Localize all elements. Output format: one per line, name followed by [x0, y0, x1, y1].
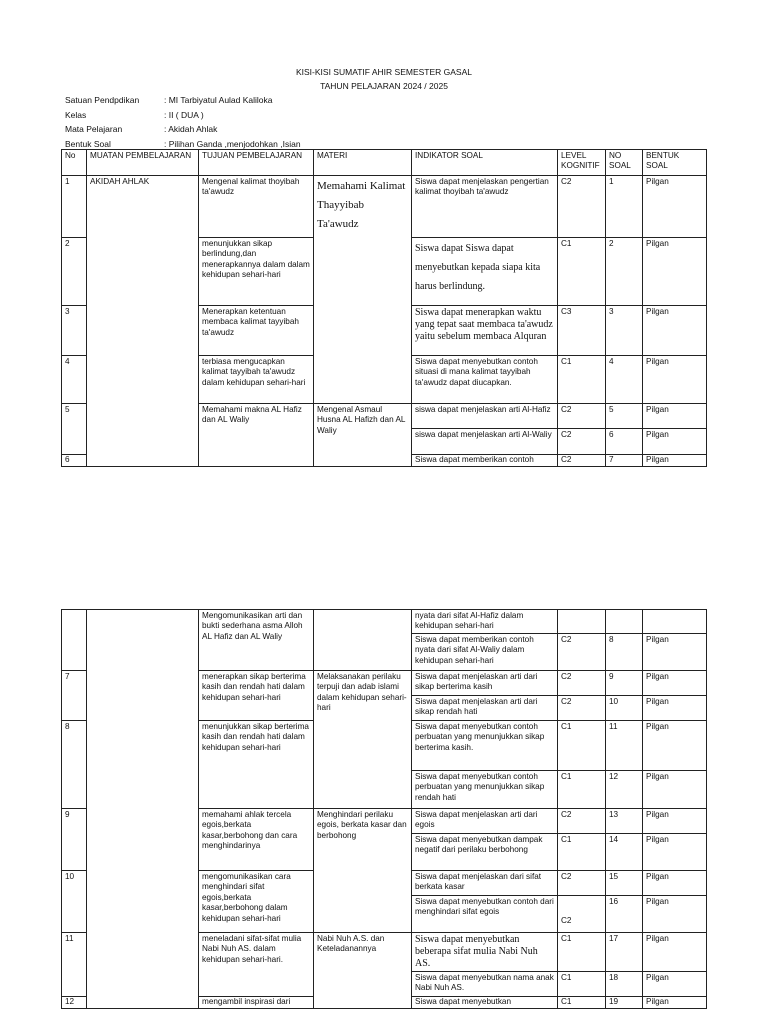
cell-tujuan: mengambil inspirasi dari [199, 997, 314, 1009]
header-tujuan: TUJUAN PEMBELAJARAN [199, 150, 314, 176]
cell-materi: Memahami Kalimat Thayyibab Ta'awudz [314, 176, 412, 404]
cell-nosoal: 3 [606, 306, 643, 356]
cell-nosoal: 16 [606, 896, 643, 933]
cell-bentuk: Pilgan [643, 671, 707, 696]
cell-bentuk: Pilgan [643, 455, 707, 467]
cell-no: 5 [62, 404, 87, 455]
cell-tujuan: memahami ahlak tercela egois,berkata kasar,berbohong dan cara menghindarinya [199, 809, 314, 871]
cell-no: 11 [62, 933, 87, 997]
cell-nosoal: 14 [606, 834, 643, 871]
cell-bentuk: Pilgan [643, 721, 707, 771]
cell-bentuk [643, 610, 707, 634]
cell-bentuk: Pilgan [643, 972, 707, 997]
header-materi: MATERI [314, 150, 412, 176]
cell-indikator: Siswa dapat menjelaskan arti dari sikap berterima kasih [412, 671, 558, 696]
cell-indikator: siswa dapat menjelaskan arti Al-Waliy [412, 429, 558, 455]
cell-nosoal: 6 [606, 429, 643, 455]
cell-level: C2 [558, 671, 606, 696]
cell-level: C2 [558, 896, 606, 933]
cell-indikator: Siswa dapat menjelaskan dari sifat berkata kasar [412, 871, 558, 896]
table-row [62, 176, 707, 238]
cell-indikator: nyata dari sifat Al-Hafiz dalam kehidupan sehari-hari [412, 610, 558, 634]
cell-bentuk: Pilgan [643, 429, 707, 455]
cell-level: C1 [558, 238, 606, 306]
cell-indikator: Siswa dapat menyebutkan nama anak Nabi Nuh AS. [412, 972, 558, 997]
cell-indikator: Siswa dapat memberikan contoh nyata dari sifat Al-Waliy dalam kehidupan sehari-hari [412, 634, 558, 671]
cell-no: 1 [62, 176, 87, 238]
cell-level: C2 [558, 404, 606, 429]
cell-level: C2 [558, 176, 606, 238]
cell-tujuan: menunjukkan sikap berterima kasih dan rendah hati dalam kehidupan sehari-hari [199, 721, 314, 809]
meta-row [65, 108, 301, 123]
cell-indikator: Siswa dapat menyebutkan beberapa sifat mulia Nabi Nuh AS. [412, 933, 558, 972]
cell-level: C1 [558, 933, 606, 972]
cell-indikator: Siswa dapat Siswa dapat menyebutkan kepada siapa kita harus berlindung. [412, 238, 558, 306]
cell-no: 4 [62, 356, 87, 404]
cell-indikator: siswa dapat menjelaskan arti Al-Hafiz [412, 404, 558, 429]
cell-tujuan: meneladani sifat-sifat mulia Nabi Nuh AS. dalam kehidupan sehari-hari. [199, 933, 314, 997]
cell-level: C1 [558, 997, 606, 1009]
header-no: No [62, 150, 87, 176]
cell-bentuk: Pilgan [643, 871, 707, 896]
table-row [62, 610, 707, 634]
cell-bentuk: Pilgan [643, 771, 707, 809]
cell-level: C1 [558, 771, 606, 809]
cell-nosoal: 7 [606, 455, 643, 467]
cell-indikator: Siswa dapat menjelaskan arti dari egois [412, 809, 558, 834]
cell-nosoal: 5 [606, 404, 643, 429]
meta-value: : MI Tarbiyatul Aulad Kaliloka [164, 95, 273, 105]
meta-row [65, 122, 301, 137]
cell-tujuan: Mengenal kalimat thoyibah ta'awudz [199, 176, 314, 238]
cell-level: C3 [558, 306, 606, 356]
meta-label: Kelas [65, 109, 87, 120]
cell-indikator: Siswa dapat menyebutkan contoh perbuatan yang menunjukkan sikap berterima kasih. [412, 721, 558, 771]
cell-no: 2 [62, 238, 87, 306]
meta-label: Mata Pelajaran [65, 124, 123, 134]
cell-nosoal: 17 [606, 933, 643, 972]
table-header-row [62, 150, 707, 176]
cell-no [62, 610, 87, 671]
header-bentuk: BENTUK SOAL [643, 150, 707, 176]
cell-bentuk: Pilgan [643, 238, 707, 306]
cell-bentuk: Pilgan [643, 933, 707, 972]
cell-no: 12 [62, 997, 87, 1009]
cell-indikator: Siswa dapat menjelaskan arti dari sikap rendah hati [412, 696, 558, 721]
cell-nosoal: 10 [606, 696, 643, 721]
meta-label: Bentuk Soal [65, 138, 111, 149]
cell-bentuk: Pilgan [643, 634, 707, 671]
cell-no: 8 [62, 721, 87, 809]
cell-nosoal [606, 610, 643, 634]
cell-muatan: AKIDAH AHLAK [87, 176, 199, 467]
cell-tujuan: Mengomunikasikan arti dan bukti sederhana asma Alloh AL Hafiz dan AL Waliy [199, 610, 314, 671]
cell-indikator: Siswa dapat menyebutkan contoh perbuatan yang menunjukkan sikap rendah hati [412, 771, 558, 809]
cell-no: 10 [62, 871, 87, 933]
cell-bentuk: Pilgan [643, 306, 707, 356]
cell-nosoal: 2 [606, 238, 643, 306]
cell-materi: Melaksanakan perilaku terpuji dan adab islami dalam kehidupan sehari-hari [314, 671, 412, 809]
cell-tujuan: Memahami makna AL Hafiz dan AL Waliy [199, 404, 314, 467]
cell-muatan [87, 610, 199, 1009]
cell-tujuan: terbiasa mengucapkan kalimat tayyibah ta'awudz dalam kehidupan sehari-hari [199, 356, 314, 404]
cell-materi [314, 610, 412, 671]
document-title: KISI-KISI SUMATIF AHIR SEMESTER GASAL [295, 67, 473, 77]
cell-level: C2 [558, 809, 606, 834]
meta-row [65, 93, 301, 108]
cell-nosoal: 13 [606, 809, 643, 834]
cell-indikator: Siswa dapat memberikan contoh [412, 455, 558, 467]
cell-nosoal: 18 [606, 972, 643, 997]
cell-level: C1 [558, 834, 606, 871]
cell-tujuan: mengomunikasikan cara menghindari sifat egois,berkata kasar,berbohong dalam kehidupan sehari-hari [199, 871, 314, 933]
cell-level: C1 [558, 356, 606, 404]
cell-bentuk: Pilgan [643, 896, 707, 933]
cell-nosoal: 15 [606, 871, 643, 896]
cell-materi: Nabi Nuh A.S. dan Keteladanannya [314, 933, 412, 1009]
cell-indikator: Siswa dapat menyebutkan dampak negatif dari perilaku berbohong [412, 834, 558, 871]
cell-bentuk: Pilgan [643, 696, 707, 721]
cell-nosoal: 9 [606, 671, 643, 696]
cell-materi: Menghindari perilaku egois, berkata kasar dan berbohong [314, 809, 412, 933]
meta-label: Satuan Pendpdikan [65, 95, 140, 105]
cell-tujuan: Menerapkan ketentuan membaca kalimat tayyibah ta'awudz [199, 306, 314, 356]
cell-tujuan: menerapkan sikap berterima kasih dan rendah hati dalam kehidupan sehari-hari [199, 671, 314, 721]
cell-indikator: Siswa dapat menerapkan waktu yang tepat saat membaca ta'awudz yaitu sebelum membaca Alquran [412, 306, 558, 356]
cell-bentuk: Pilgan [643, 809, 707, 834]
cell-tujuan: menunjukkan sikap berlindung,dan menerapkannya dalam dalam kehidupan sehari-hari [199, 238, 314, 306]
cell-level: C2 [558, 455, 606, 467]
cell-nosoal: 4 [606, 356, 643, 404]
header-indikator: INDIKATOR SOAL [412, 150, 558, 176]
meta-value: : II ( DUA ) [164, 109, 204, 120]
cell-level: C2 [558, 871, 606, 896]
document-subtitle: TAHUN PELAJARAN 2024 / 2025 [320, 81, 448, 91]
cell-level: C1 [558, 721, 606, 771]
cell-indikator: Siswa dapat menyebutkan contoh dari menghindari sifat egois [412, 896, 558, 933]
cell-bentuk: Pilgan [643, 404, 707, 429]
cell-bentuk: Pilgan [643, 176, 707, 238]
cell-nosoal: 11 [606, 721, 643, 771]
cell-level: C2 [558, 429, 606, 455]
cell-bentuk: Pilgan [643, 356, 707, 404]
cell-indikator: Siswa dapat menyebutkan contoh situasi di mana kalimat tayyibah ta'awudz dapat diucapkan. [412, 356, 558, 404]
cell-no: 3 [62, 306, 87, 356]
cell-level: C2 [558, 634, 606, 671]
cell-nosoal: 19 [606, 997, 643, 1009]
cell-no: 6 [62, 455, 87, 467]
cell-indikator: Siswa dapat menjelaskan pengertian kalimat thoyibah ta'awudz [412, 176, 558, 238]
document-meta [65, 93, 301, 151]
cell-nosoal: 12 [606, 771, 643, 809]
cell-nosoal: 1 [606, 176, 643, 238]
cell-level [558, 610, 606, 634]
cell-bentuk: Pilgan [643, 997, 707, 1009]
cell-bentuk: Pilgan [643, 834, 707, 871]
cell-no: 7 [62, 671, 87, 721]
kisi-table-page1 [61, 149, 707, 467]
header-level: LEVEL KOGNITIF [558, 150, 606, 176]
cell-nosoal: 8 [606, 634, 643, 671]
cell-materi: Mengenal Asmaul Husna AL Hafizh dan AL Waliy [314, 404, 412, 467]
meta-value: : Pilihan Ganda ,menjodohkan ,Isian [164, 138, 301, 149]
header-nosoal: NO SOAL [606, 150, 643, 176]
cell-indikator: Siswa dapat menyebutkan [412, 997, 558, 1009]
meta-value: : Akidah Ahlak [164, 124, 218, 134]
kisi-table-page2 [61, 609, 707, 1009]
header-muatan: MUATAN PEMBELAJARAN [87, 150, 199, 176]
cell-level: C1 [558, 972, 606, 997]
cell-no: 9 [62, 809, 87, 871]
cell-level: C2 [558, 696, 606, 721]
